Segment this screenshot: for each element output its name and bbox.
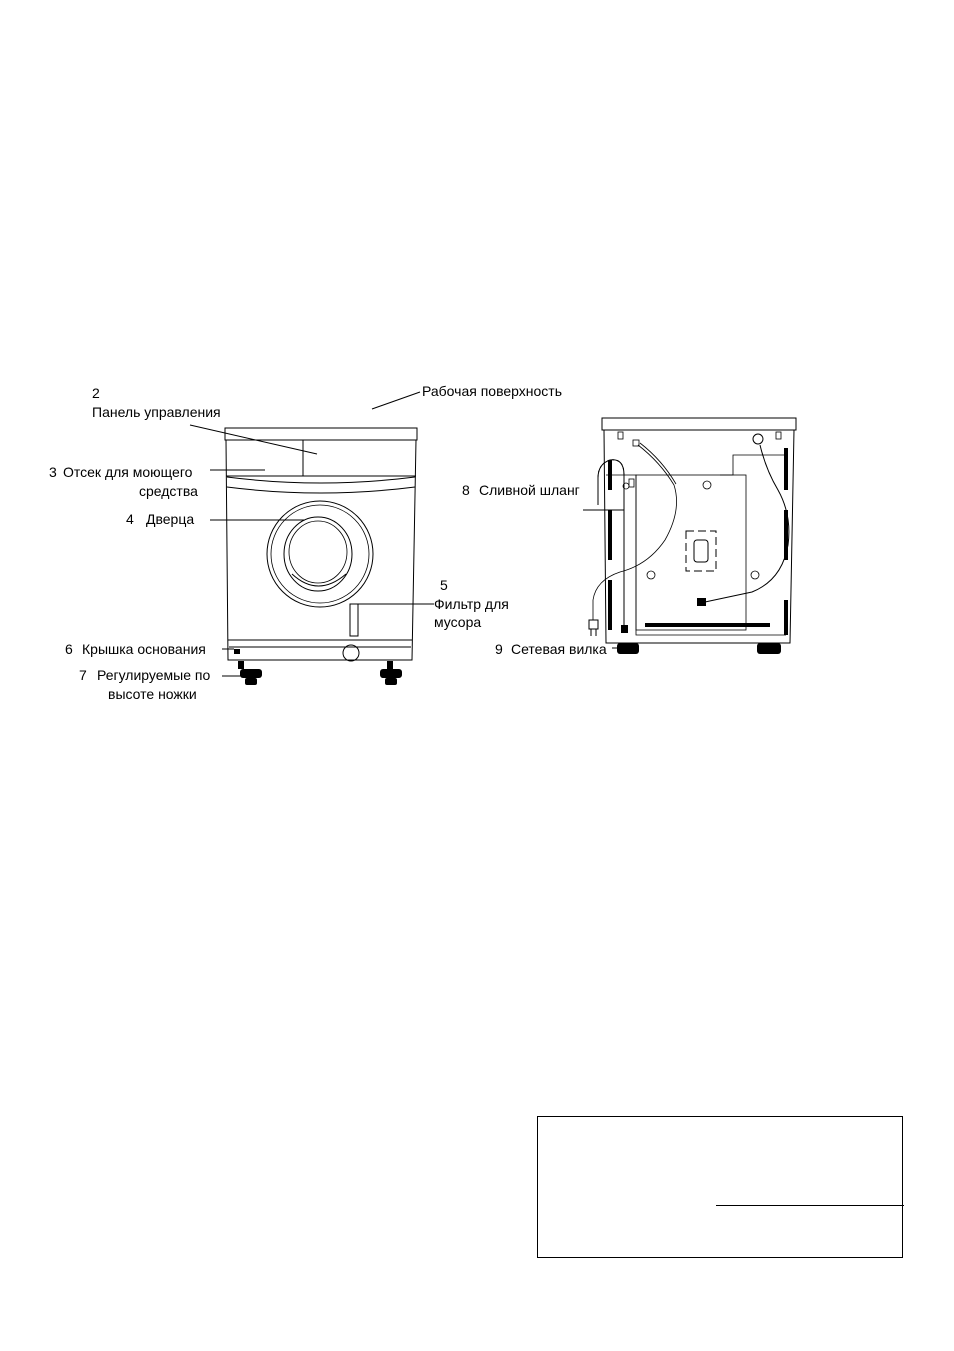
label-door-number: 4 — [126, 511, 134, 527]
label-control-panel-number: 2 — [92, 385, 100, 401]
front-cabinet — [226, 440, 416, 660]
label-detergent-line1: Отсек для моющего — [63, 464, 193, 480]
rear-worktop — [602, 418, 796, 430]
power-cord — [589, 440, 677, 636]
filter-cover — [350, 604, 358, 636]
front-feet — [238, 661, 402, 685]
inlet-hose — [697, 434, 789, 606]
rear-view — [589, 418, 796, 654]
label-door: Дверца — [146, 511, 195, 527]
rear-feet — [617, 643, 781, 654]
label-base-cover-number: 6 — [65, 641, 73, 657]
label-detergent-number: 3 — [49, 464, 57, 480]
label-feet-number: 7 — [79, 667, 87, 683]
label-drain-hose-number: 8 — [462, 482, 470, 498]
label-filter-line1: Фильтр для — [434, 596, 509, 612]
label-base-cover: Крышка основания — [82, 641, 206, 657]
note-box — [537, 1116, 903, 1258]
front-view — [225, 428, 417, 685]
label-detergent-line2: средства — [139, 483, 198, 499]
rear-center-mark — [686, 531, 716, 571]
label-work-surface: Рабочая поверхность — [422, 383, 562, 399]
label-plug: Сетевая вилка — [511, 641, 607, 657]
label-filter-line2: мусора — [434, 614, 482, 630]
note-box-divider — [716, 1205, 904, 1206]
door — [267, 501, 373, 607]
label-control-panel: Панель управления — [92, 404, 221, 420]
label-plug-number: 9 — [495, 641, 503, 657]
label-feet-line1: Регулируемые по — [97, 667, 211, 683]
label-filter-number: 5 — [440, 577, 448, 593]
label-drain-hose: Сливной шланг — [479, 482, 580, 498]
rear-cabinet — [604, 430, 794, 643]
front-worktop — [225, 428, 417, 440]
label-feet-line2: высоте ножки — [108, 686, 197, 702]
